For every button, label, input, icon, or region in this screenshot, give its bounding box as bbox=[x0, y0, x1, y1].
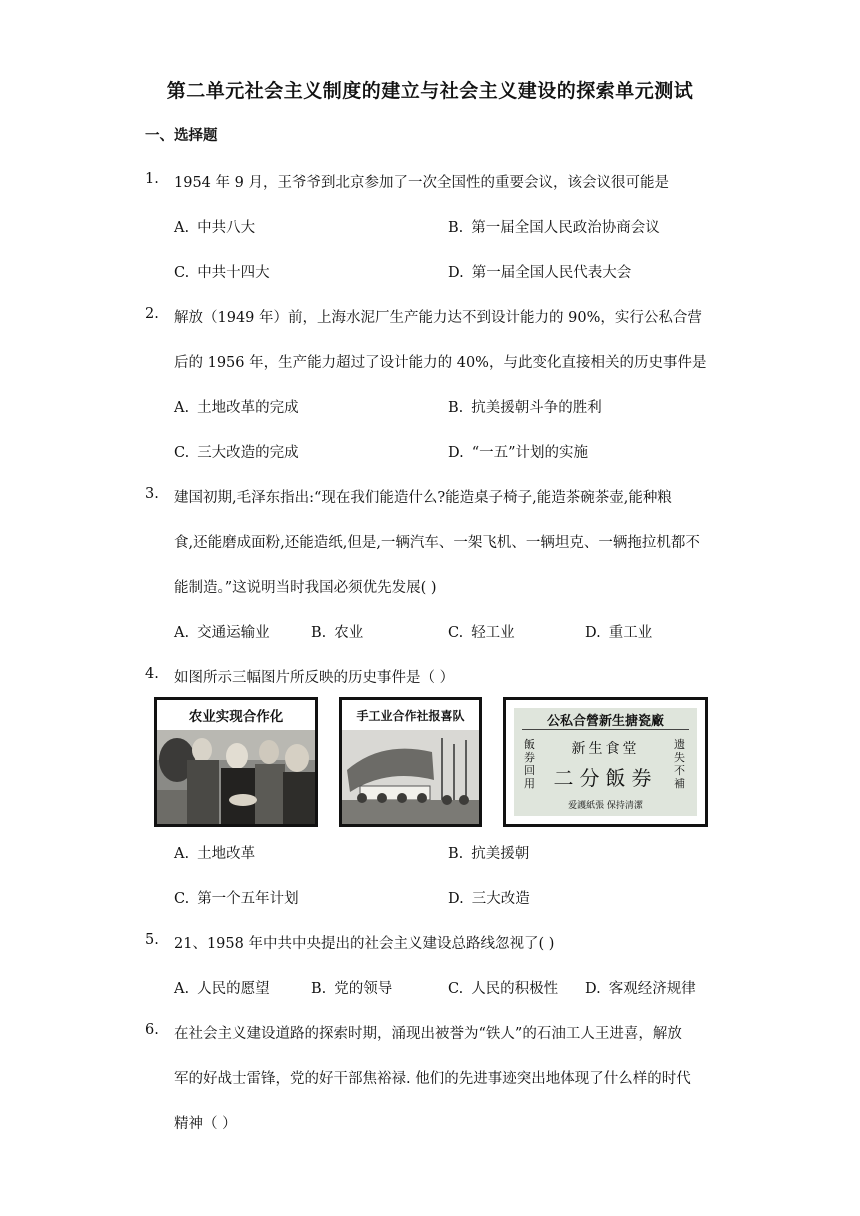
option-d: D. 第一届全国人民代表大会 bbox=[448, 265, 632, 281]
question-text: 食,还能磨成面粉,还能造纸,但是,一辆汽车、一架飞机、一辆坦克、一辆拖拉机都不 bbox=[174, 535, 700, 551]
question-text: 能制造。”这说明当时我国必须优先发展( ) bbox=[174, 580, 437, 596]
option-d: D. “一五”计划的实施 bbox=[448, 445, 589, 461]
question-text: 建国初期,毛泽东指出:“现在我们能造什么?能造桌子椅子,能造茶碗茶壶,能种粮 bbox=[174, 490, 672, 506]
photo-agricultural-cooperative bbox=[154, 697, 318, 827]
coupon-card bbox=[514, 708, 697, 816]
coupon-header: 公私合營新生搪瓷廠 bbox=[546, 714, 664, 729]
coupon-amount: 二分飯券 bbox=[553, 766, 658, 790]
option-b: B. 抗美援朝 bbox=[448, 846, 530, 862]
question-number: 2. bbox=[145, 306, 159, 322]
option-a: A. 交通运输业 bbox=[174, 625, 270, 641]
option-d: D. 重工业 bbox=[585, 625, 653, 641]
option-d: D. 三大改造 bbox=[448, 891, 530, 907]
question-text: 军的好战士雷锋，党的好干部焦裕禄. 他们的先进事迹突出地体现了什么样的时代 bbox=[174, 1071, 691, 1087]
coupon-left-note: 飯券回用 bbox=[524, 738, 535, 790]
option-b: B. 农业 bbox=[311, 625, 364, 641]
question-text: 在社会主义建设道路的探索时期，涌现出被誉为“铁人”的石油工人王进喜，解放 bbox=[174, 1026, 682, 1042]
option-c: C. 三大改造的完成 bbox=[174, 445, 299, 461]
question-text: 1954 年 9 月，王爷爷到北京参加了一次全国性的重要会议，该会议很可能是 bbox=[174, 175, 669, 191]
coupon-divider bbox=[522, 729, 689, 730]
coupon-footer: 爱護紙張 保持清潔 bbox=[568, 801, 643, 811]
option-b: B. 党的领导 bbox=[311, 981, 393, 997]
option-c: C. 第一个五年计划 bbox=[174, 891, 299, 907]
photo-meal-coupon bbox=[503, 697, 708, 827]
photo-parade-banners bbox=[342, 730, 479, 824]
option-c: C. 中共十四大 bbox=[174, 265, 270, 281]
option-d: D. 客观经济规律 bbox=[585, 981, 696, 997]
question-number: 5. bbox=[145, 932, 159, 948]
coupon-canteen: 新生食堂 bbox=[571, 741, 640, 757]
question-text: 如图所示三幅图片所反映的历史事件是（ ） bbox=[174, 670, 455, 686]
option-b: B. 抗美援朝斗争的胜利 bbox=[448, 400, 602, 416]
question-text: 解放（1949 年）前，上海水泥厂生产能力达不到设计能力的 90%，实行公私合营 bbox=[174, 310, 702, 326]
photo-handicraft-cooperative bbox=[339, 697, 482, 827]
option-a: A. 土地改革的完成 bbox=[174, 400, 299, 416]
option-a: A. 中共八大 bbox=[174, 220, 256, 236]
question-text: 21、1958 年中共中央提出的社会主义建设总路线忽视了( ) bbox=[174, 936, 555, 952]
page-title: 第二单元社会主义制度的建立与社会主义建设的探索单元测试 bbox=[166, 80, 694, 102]
photo-crowd-handshake bbox=[157, 730, 315, 824]
question-number: 6. bbox=[145, 1022, 159, 1038]
photo-caption: 手工业合作社报喜队 bbox=[342, 700, 479, 732]
question-number: 3. bbox=[145, 486, 159, 502]
coupon-right-note: 遗失不補 bbox=[674, 738, 685, 790]
question-text: 后的 1956 年，生产能力超过了设计能力的 40%，与此变化直接相关的历史事件是 bbox=[174, 355, 707, 371]
option-c: C. 轻工业 bbox=[448, 625, 515, 641]
option-c: C. 人民的积极性 bbox=[448, 981, 559, 997]
question-text: 精神（ ） bbox=[174, 1116, 237, 1132]
question-number: 1. bbox=[145, 171, 159, 187]
section-heading: 一、选择题 bbox=[145, 128, 218, 144]
photo-caption: 农业实现合作化 bbox=[157, 700, 315, 732]
question-number: 4. bbox=[145, 666, 159, 682]
option-a: A. 人民的愿望 bbox=[174, 981, 270, 997]
option-b: B. 第一届全国人民政治协商会议 bbox=[448, 220, 660, 236]
option-a: A. 土地改革 bbox=[174, 846, 256, 862]
